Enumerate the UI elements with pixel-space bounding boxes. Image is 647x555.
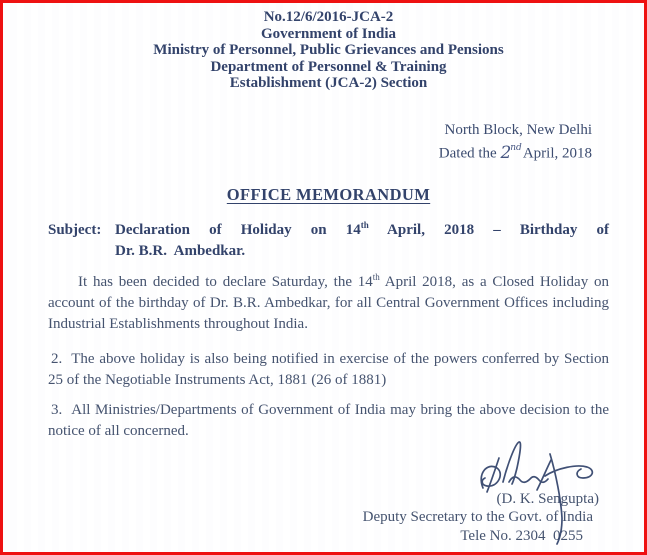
org-line: Government of India: [261, 25, 396, 42]
paragraph-3: 3. All Ministries/Departments of Government of India may bring the above decision to the notice of all concerned.: [48, 401, 609, 439]
date-line: [48, 140, 592, 164]
subject-line-2: Dr. B.R. Ambedkar.: [115, 242, 246, 259]
date-rest: April, 2018: [522, 145, 592, 162]
dateline: [48, 121, 609, 164]
section-line: Establishment (JCA-2) Section: [229, 75, 428, 92]
place-line: North Block, New Delhi: [444, 121, 592, 138]
signatory-telephone: Tele No. 2304 0255: [460, 527, 583, 544]
subject-line-1: Declaration of Holiday on 14th April, 2018 – Birthday of: [115, 219, 609, 238]
signature-block: [48, 490, 609, 546]
signatory-designation: Deputy Secretary to the Govt. of India: [362, 509, 593, 526]
ministry-line: Ministry of Personnel, Public Grievances and Pensions: [153, 42, 504, 59]
para-2-number: 2.: [51, 350, 63, 367]
handwritten-day: 2nd: [500, 142, 522, 163]
signatory-name: (D. K. Sengupta): [496, 490, 599, 507]
subject-block: [48, 220, 609, 262]
memo-title: OFFICE MEMORANDUM: [226, 184, 431, 204]
paragraph-2: 2. The above holiday is also being notified in exercise of the powers conferred by Section 25 of the Negotiable Instruments Act, 1881 (26 of 1881): [48, 350, 609, 388]
letterhead: [48, 7, 609, 92]
date-prefix: Dated the: [438, 145, 497, 162]
file-number: No.12/6/2016-JCA-2: [263, 9, 394, 25]
para-3-number: 3.: [51, 401, 63, 418]
memo-paper: [3, 3, 644, 552]
department-line: Department of Personnel & Training: [210, 58, 447, 75]
paragraph-1: It has been decided to declare Saturday, the 14th April 2018, as a Closed Holiday on account of the birthday of Dr. B.R. Ambedkar, for all Central Government Offices including Industrial Establishments throughout India.: [48, 271, 609, 332]
subject-label: Subject:: [48, 221, 102, 238]
